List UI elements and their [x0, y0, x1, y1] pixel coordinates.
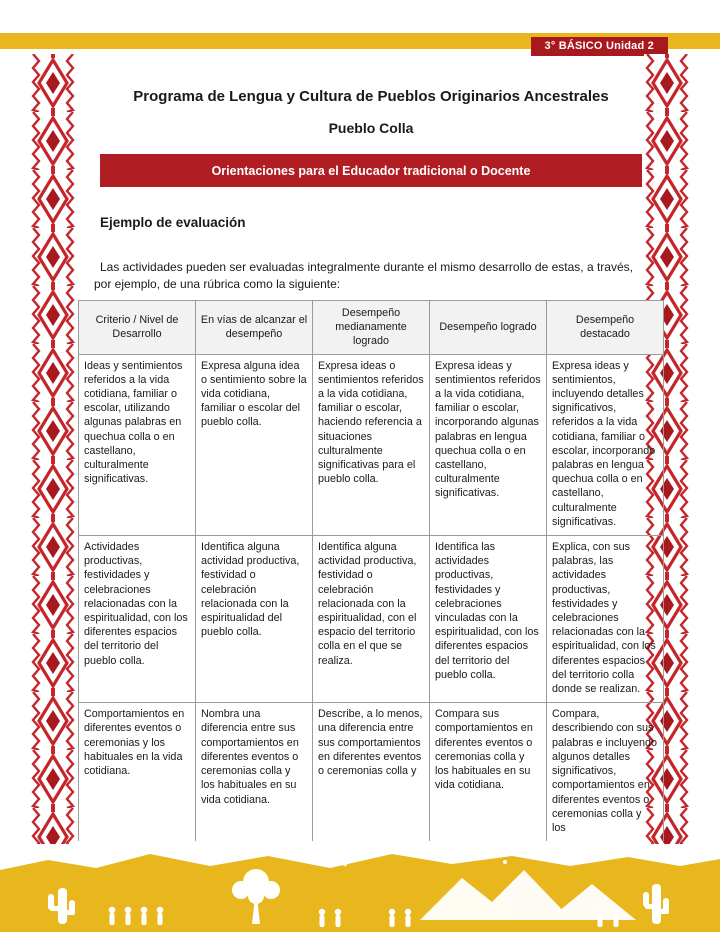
table-cell: Identifica alguna actividad productiva, festividad o celebración relacionada con la espiritualidad del pueblo colla. [196, 536, 313, 703]
doc-subtitle: Pueblo Colla [328, 120, 414, 136]
table-row [79, 703, 664, 841]
rubric-table [78, 300, 664, 841]
left-textile-border [30, 54, 76, 844]
table-cell: Identifica las actividades productivas, festividades y celebraciones vinculadas con la espiritualidad, con los diferentes espacios del territorio del pueblo colla. [430, 536, 547, 703]
table-cell: Expresa ideas o sentimientos referidos a la vida cotidiana, familiar o escolar, haciendo referencia a situaciones culturalmente significativas para el pueblo colla. [313, 354, 430, 535]
landscape-silhouette-icon [0, 844, 720, 932]
table-cell: Expresa ideas y sentimientos referidos a la vida cotidiana, familiar o escolar, incorporando algunas palabras en lengua quechua colla o en castellano, culturalmente significativas. [430, 354, 547, 535]
table-header-cell: Desempeño medianamente logrado [313, 301, 430, 355]
table-header-cell: En vías de alcanzar el desempeño [196, 301, 313, 355]
content-column [78, 88, 664, 841]
table-cell: Expresa alguna idea o sentimiento sobre la vida cotidiana, familiar o escolar del pueblo colla. [196, 354, 313, 535]
table-row [79, 536, 664, 703]
table-header-cell: Criterio / Nivel de Desarrollo [79, 301, 196, 355]
table-cell: Compara sus comportamientos en diferentes eventos o ceremonias colla y los habituales en su vida cotidiana. [430, 703, 547, 841]
table-header-cell: Desempeño logrado [430, 301, 547, 355]
star-dot-icon [503, 860, 507, 864]
textile-pattern-icon [30, 54, 76, 844]
star-dot-icon [188, 858, 192, 862]
table-cell: Actividades productivas, festividades y celebraciones relacionadas con la espiritualidad, con los diferentes espacios del territorio del pueblo colla. [79, 536, 196, 703]
unit-badge: 3° BÁSICO Unidad 2 [531, 37, 668, 56]
table-cell: Nombra una diferencia entre sus comportamientos en diferentes eventos o ceremonias colla y los habituales en su vida cotidiana. [196, 703, 313, 841]
table-cell: Ideas y sentimientos referidos a la vida cotidiana, familiar o escolar, utilizando algunas palabras en quechua colla o en castellano, culturalmente significativas. [79, 354, 196, 535]
doc-title: Programa de Lengua y Cultura de Pueblos Originarios Ancestrales [133, 88, 609, 105]
table-cell: Expresa ideas y sentimientos, incluyendo detalles significativos, referidos a la vida cotidiana, familiar o escolar, incorporando palabras en lengua quechua colla o en castellano, culturalmente significativas. [547, 354, 664, 535]
section-heading: Ejemplo de evaluación [100, 215, 246, 230]
table-row [79, 354, 664, 535]
orientation-banner: Orientaciones para el Educador tradicional o Docente [100, 154, 642, 187]
table-cell: Identifica alguna actividad productiva, festividad o celebración relacionada con la espiritualidad, con el espacio del territorio colla en el que se realiza. [313, 536, 430, 703]
table-cell: Comportamientos en diferentes eventos o ceremonias y los habituales en la vida cotidiana. [79, 703, 196, 841]
star-dot-icon [343, 862, 347, 866]
intro-paragraph: Las actividades pueden ser evaluadas integralmente durante el mismo desarrollo de estas, a través, por ejemplo, de una rúbrica como la siguiente: [94, 260, 633, 291]
table-cell: Compara, describiendo con sus palabras e incluyendo algunos detalles significativos, comportamientos en diferentes eventos o ceremonias colla y los [547, 703, 664, 841]
footer-illustration [0, 844, 720, 932]
table-header-cell: Desempeño destacado [547, 301, 664, 355]
table-cell: Explica, con sus palabras, las actividades productivas, festividades y celebraciones relacionadas con la espiritualidad, con los diferentes espacios del territorio colla donde se realizan. [547, 536, 664, 703]
table-header-row [79, 301, 664, 355]
table-cell: Describe, a lo menos, una diferencia entre sus comportamientos en diferentes eventos o ceremonias colla y [313, 703, 430, 841]
